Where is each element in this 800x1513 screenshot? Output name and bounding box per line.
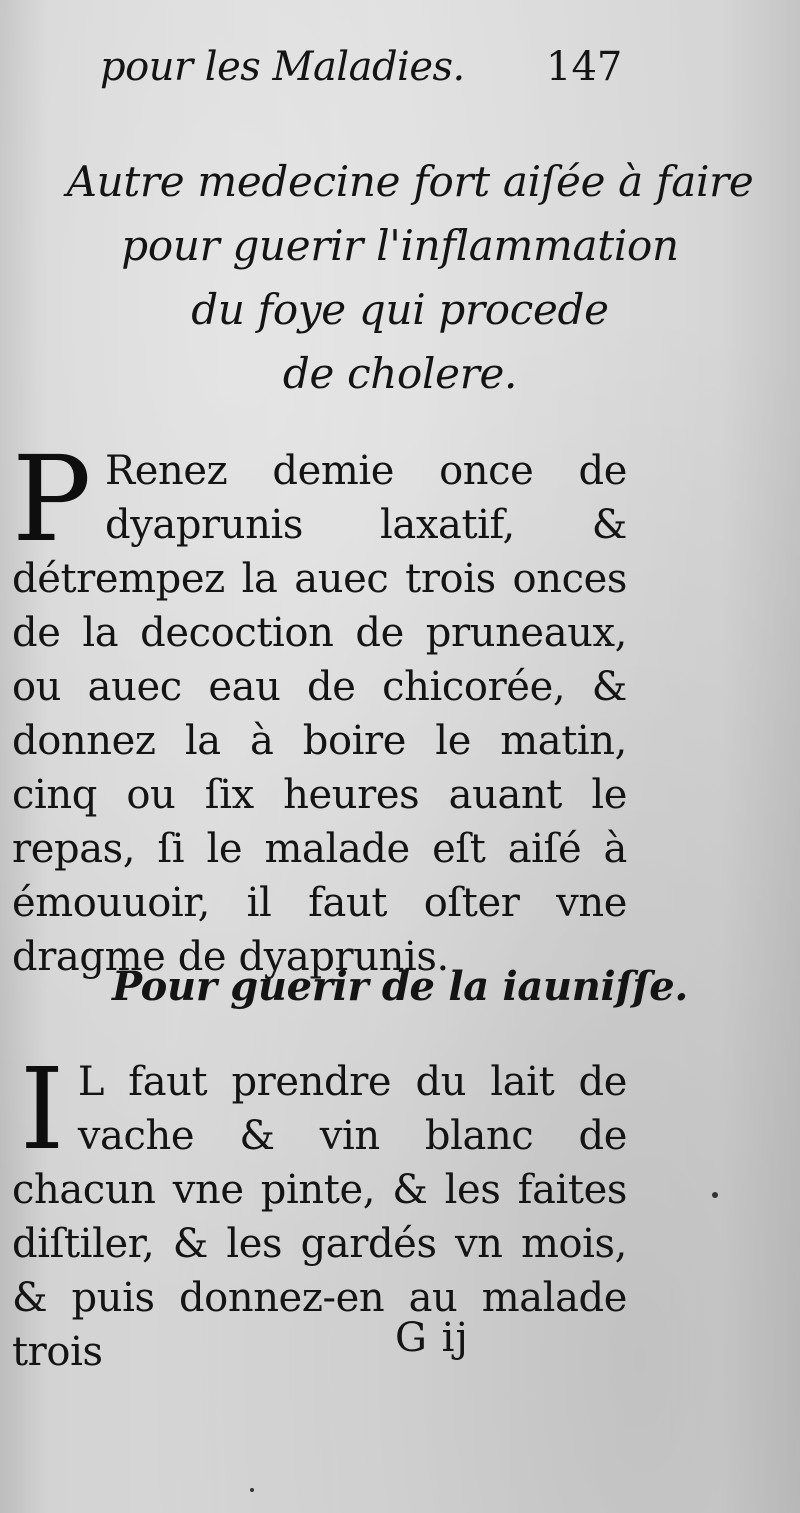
page-number: 147 [546,44,623,90]
heading-line: du foye qui procede [191,285,609,334]
paragraph-jaundice-recipe [12,1045,627,1379]
heading-line: pour guerir l'inflammation [121,221,679,270]
drop-cap: I [20,1045,64,1175]
heading-line: de cholere. [282,349,518,398]
section-heading-medicine [0,150,800,406]
paragraph-medicine-recipe [12,430,627,984]
paragraph-text: L faut prendre du lait de vache & vin blanc de chacun vne pinte, & les faites diſtiler, & les gardés vn mois, & puis donnez-en au malade trois [12,1059,627,1375]
page-header [0,36,800,106]
section-heading-jaundice: Pour guerir de la iauniſſe. [111,963,689,1010]
paragraph-text: Renez demie once de dyaprunis laxatif, & détrempez la auec trois onces de la decoction de pruneaux, ou auec eau de chicorée, & donnez la à boire le matin, cinq ou ſix heures auant le repas, ſi le malade eſt aiſé à émouuoir, il faut oſter vne dragme de dyaprunis. [12,448,627,980]
ink-speck [250,1488,254,1492]
heading-line: Autre medecine fort aiſée à faire [66,157,754,206]
drop-cap: P [12,430,91,568]
running-title: pour les Maladies. [100,44,465,90]
ink-speck [712,1192,718,1198]
signature-mark: G ij [395,1315,469,1361]
